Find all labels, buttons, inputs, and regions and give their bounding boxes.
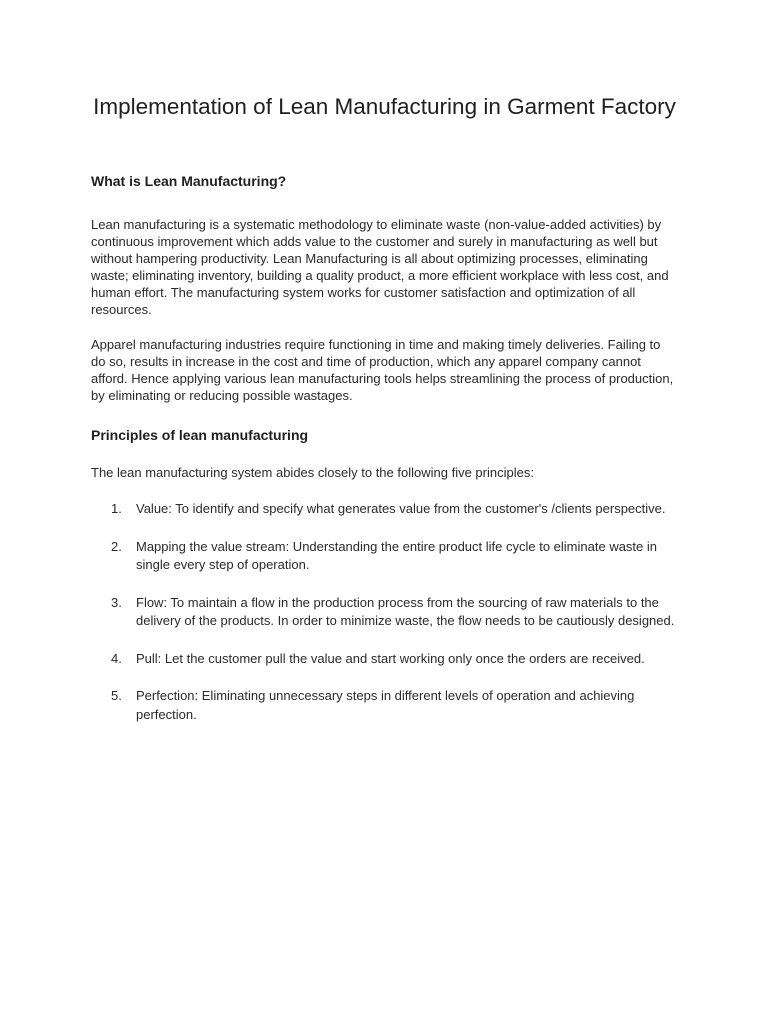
list-item	[91, 594, 678, 631]
list-item-number: 4.	[111, 650, 122, 666]
list-item-text: Pull: Let the customer pull the value and start working only once the orders are received.	[136, 650, 645, 666]
list-item-number: 1.	[111, 501, 122, 516]
list-item	[91, 538, 678, 575]
document-title: Implementation of Lean Manufacturing in Garment Factory	[93, 94, 676, 119]
list-item	[91, 500, 678, 519]
list-item	[91, 687, 678, 724]
list-item-text: Flow: To maintain a flow in the production process from the sourcing of raw materials to the delivery of the products. In order to minimize waste, the flow needs to be cautiously designed.	[136, 594, 675, 628]
list-item	[91, 650, 678, 669]
list-item-number: 5.	[111, 688, 122, 703]
list-item-text: Mapping the value stream: Understanding the entire product life cycle to eliminate waste in single every step of operation.	[136, 538, 658, 572]
list-item-text: Perfection: Eliminating unnecessary steps in different levels of operation and achieving perfection.	[136, 688, 635, 722]
section-heading-what-is-lean: What is Lean Manufacturing?	[91, 173, 287, 189]
section-heading-principles: Principles of lean manufacturing	[91, 427, 309, 443]
list-item-number: 2.	[111, 538, 122, 554]
paragraph-principles-intro: The lean manufacturing system abides closely to the following five principles:	[91, 465, 534, 480]
list-item-text: Value: To identify and specify what generates value from the customer's /clients perspective.	[136, 501, 666, 516]
paragraph-apparel-industry: Apparel manufacturing industries require functioning in time and making timely deliveries. Failing to do so, results in increase in the cost and time of production, which any apparel company cannot afford. Hence applying various lean manufacturing tools helps streamlining the process of production, by eliminating or reducing possible wastages.	[91, 337, 674, 403]
principles-list	[91, 500, 678, 724]
list-item-number: 3.	[111, 594, 122, 610]
paragraph-lean-definition: Lean manufacturing is a systematic methodology to eliminate waste (non-value-added activities) by continuous improvement which adds value to the customer and surely in manufacturing as well but without hampering productivity. Lean Manufacturing is all about optimizing processes, eliminating waste; eliminating inventory, building a quality product, a more efficient workplace with less cost, and human effort. The manufacturing system works for customer satisfaction and optimization of all resources.	[91, 217, 669, 317]
